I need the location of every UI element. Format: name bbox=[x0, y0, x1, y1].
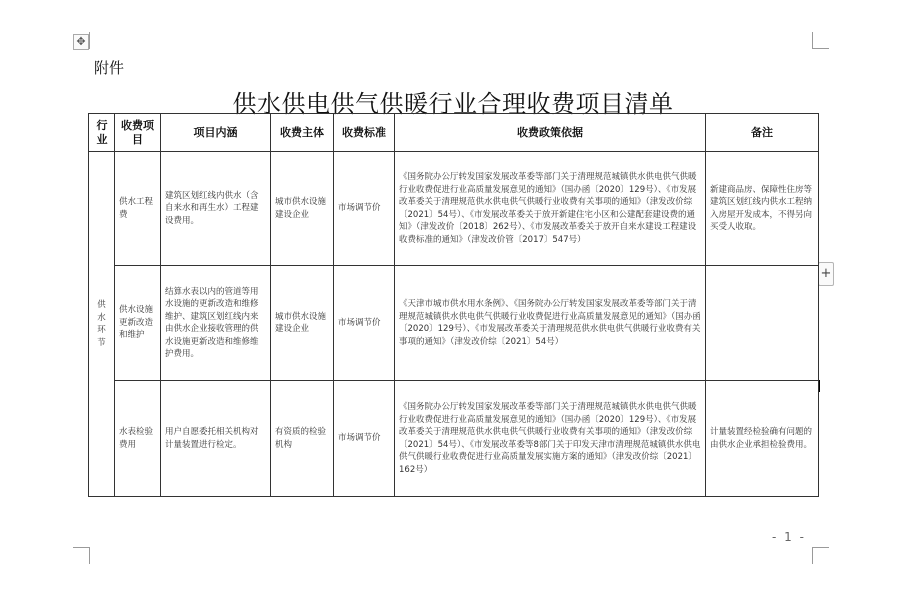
industry-group-cell: 供水环节 bbox=[89, 152, 115, 497]
table-row bbox=[89, 152, 819, 266]
table-row bbox=[89, 381, 819, 497]
add-row-icon[interactable]: + bbox=[818, 262, 834, 286]
standard-cell: 市场调节价 bbox=[334, 266, 395, 381]
policy-basis-cell: 《国务院办公厅转发国家发展改革委等部门关于清理规范城镇供水供电供气供暖行业收费促进行业高质量发展意见的通知》（国办函〔2020〕129号）、《市发展改革委关于清理规范供水供电供气供暖行业收费有关事项的通知》（津发改价综〔2021〕54号）、《市发展改革委等8部门关于印发天津市清理规范城镇供水供电供气供暖行业收费促进行业高质量发展实施方案的通知》（津发改价综〔2021〕162号） bbox=[395, 381, 706, 497]
table-row bbox=[89, 266, 819, 381]
page-corner-mark-bottom-left bbox=[73, 547, 90, 564]
attachment-label: 附件 bbox=[94, 59, 125, 77]
header-content: 项目内涵 bbox=[161, 114, 271, 152]
table-move-handle-icon[interactable]: ✥ bbox=[73, 34, 89, 50]
content-cell: 建筑区划红线内供水（含自来水和再生水）工程建设费用。 bbox=[161, 152, 271, 266]
header-industry: 行业 bbox=[89, 114, 115, 152]
header-fee-item: 收费项目 bbox=[115, 114, 161, 152]
header-policy-basis: 收费政策依据 bbox=[395, 114, 706, 152]
remarks-cell: 新建商品房、保障性住房等建筑区划红线内供水工程纳入房屋开发成本，不得另向买受人收取。 bbox=[706, 152, 819, 266]
page-corner-mark-top-right bbox=[812, 32, 829, 49]
standard-cell: 市场调节价 bbox=[334, 152, 395, 266]
fee-item-cell: 供水工程费 bbox=[115, 152, 161, 266]
header-subject: 收费主体 bbox=[271, 114, 334, 152]
fee-item-cell: 供水设施更新改造和维护 bbox=[115, 266, 161, 381]
header-standard: 收费标准 bbox=[334, 114, 395, 152]
content-cell: 结算水表以内的管道等用水设施的更新改造和维修维护、建筑区划红线内来由供水企业接收管理的供水设施更新改造和维修维护费用。 bbox=[161, 266, 271, 381]
fee-items-table bbox=[88, 113, 819, 497]
subject-cell: 城市供水设施建设企业 bbox=[271, 266, 334, 381]
fee-item-cell: 水表检验费用 bbox=[115, 381, 161, 497]
subject-cell: 城市供水设施建设企业 bbox=[271, 152, 334, 266]
policy-basis-cell: 《天津市城市供水用水条例》、《国务院办公厅转发国家发展改革委等部门关于清理规范城镇供水供电供气供暖行业收费促进行业高质量发展意见的通知》（国办函〔2020〕129号）、《市发展改革委关于清理规范供水供电供气供暖行业收费有关事项的通知》（津发改价综〔2021〕54号） bbox=[395, 266, 706, 381]
remarks-cell bbox=[706, 266, 819, 381]
table-header-row bbox=[89, 114, 819, 152]
page-number: - 1 - bbox=[772, 530, 806, 544]
content-cell: 用户自愿委托相关机构对计量装置进行检定。 bbox=[161, 381, 271, 497]
policy-basis-cell: 《国务院办公厅转发国家发展改革委等部门关于清理规范城镇供水供电供气供暖行业收费促进行业高质量发展意见的通知》（国办函〔2020〕129号）、《市发展改革委关于清理规范供水供电供气供暖行业收费有关事项的通知》（津发改价综〔2021〕54号）、《市发展改革委关于放开新建住宅小区和公建配套建设费的通知》（津发改价〔2018〕262号）、《市发展改革委关于放开自来水建设工程建设收费标准的通知》（津发改价管〔2017〕547号） bbox=[395, 152, 706, 266]
remarks-cell: 计量装置经检验确有问题的由供水企业承担检验费用。 bbox=[706, 381, 819, 497]
subject-cell: 有资质的检验机构 bbox=[271, 381, 334, 497]
standard-cell: 市场调节价 bbox=[334, 381, 395, 497]
page-corner-mark-bottom-right bbox=[812, 547, 829, 564]
page-title: 供水供电供气供暖行业合理收费项目清单 bbox=[232, 90, 674, 118]
header-remarks: 备注 bbox=[706, 114, 819, 152]
